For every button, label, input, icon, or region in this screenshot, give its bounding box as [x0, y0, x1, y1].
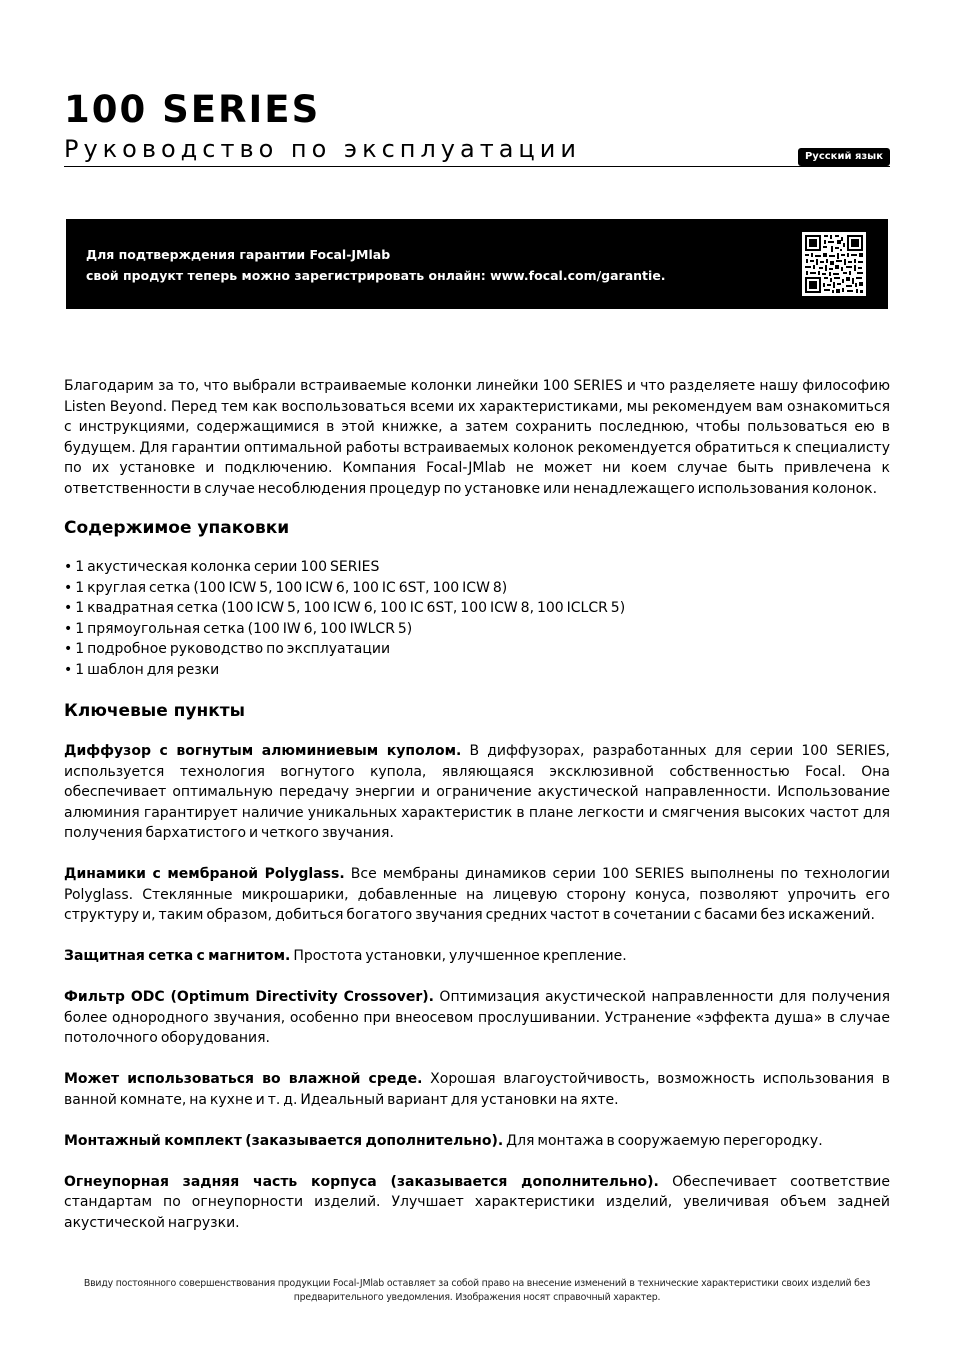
list-item: • 1 круглая сетка (100 ICW 5, 100 ICW 6, 100 IC 6ST, 100 ICW 8): [64, 579, 508, 596]
key-point-odc-filter: [64, 987, 890, 1049]
key-point-title: Динамики с мембраной Polyglass.: [64, 866, 345, 882]
key-point-magnetic-grille: [64, 946, 890, 967]
package-contents-heading: Содержимое упаковки: [64, 518, 290, 538]
qr-code-icon[interactable]: [802, 232, 866, 296]
list-item: • 1 шаблон для резки: [64, 661, 220, 678]
key-point-humid-environment: [64, 1069, 890, 1110]
list-item: • 1 прямоугольная сетка (100 IW 6, 100 IWLCR 5): [64, 620, 413, 637]
warranty-line-1: Для подтверждения гарантии Focal-JMlab: [86, 247, 391, 262]
key-point-mounting-kit: [64, 1131, 890, 1152]
key-point-concave-dome: [64, 741, 890, 844]
title-divider: [64, 166, 890, 167]
warranty-text: [86, 244, 666, 286]
main-content: [64, 376, 890, 1254]
key-point-title: Защитная сетка с магнитом.: [64, 948, 291, 964]
key-point-fire-rated-back: [64, 1172, 890, 1234]
key-point-text: Для монтажа в сооружаемую перегородку.: [503, 1132, 823, 1149]
key-point-title: Монтажный комплект (заказывается дополнительно).: [64, 1132, 504, 1149]
warranty-banner: [66, 219, 888, 309]
warranty-line-2: свой продукт теперь можно зарегистрировать онлайн: www.focal.com/garantie.: [86, 268, 666, 283]
language-badge: Русский язык: [798, 148, 890, 166]
document-title: 100 SERIES: [64, 88, 321, 131]
key-points-heading: Ключевые пункты: [64, 701, 245, 721]
intro-paragraph: Благодарим за то, что выбрали встраиваемые колонки линейки 100 SERIES и что разделяете нашу философию Listen Beyond. Перед тем как воспользоваться всеми их характеристиками, мы рекомендуем вам ознакомиться с инструкциями, содержащимися в этой книжке, а затем сохранить последнюю, чтобы пользоваться ею в будущем. Для гарантии оптимальной работы встраиваемых колонок рекомендуется обратиться к специалисту по их установке и подключению. Компания Focal-JMlab не может ни коем случае быть привлечена к ответственности в случае несоблюдения процедур по установке или ненадлежащего использования колонок.: [64, 378, 890, 497]
key-point-title: Диффузор с вогнутым алюминиевым куполом.: [64, 743, 462, 759]
key-point-text: Хорошая влагоустойчивость, возможность использования в ванной комнате, на кухне и т. д. Идеальный вариант для установки на яхте.: [64, 1071, 890, 1108]
key-point-text: В диффузорах, разработанных для серии 100 SERIES, используется технология вогнутого купола, являющаяся эксклюзивной собственностью Focal. Она обеспечивает оптимальную передачу энергии и ограничение акустической направленности. Использование алюминия гарантирует наличие уникальных характеристик в плане легкости и смягчения высоких частот для получения бархатистого и четкого звучания.: [64, 743, 890, 841]
list-item: • 1 акустическая колонка серии 100 SERIES: [64, 559, 380, 575]
key-point-text: Простота установки, улучшенное крепление.: [290, 948, 627, 964]
list-item: • 1 подробное руководство по эксплуатации: [64, 641, 391, 657]
qr-code-graphic: [802, 232, 866, 296]
key-point-title: Огнеупорная задняя часть корпуса (заказывается дополнительно).: [64, 1173, 659, 1190]
list-item: • 1 квадратная сетка (100 ICW 5, 100 ICW 6, 100 IC 6ST, 100 ICW 8, 100 ICLCR 5): [64, 600, 626, 616]
key-point-text: Оптимизация акустической направленности для получения более однородного звучания, особенно при внеосевом прослушивании. Устранение «эффекта душа» в случае потолочного оборудования.: [64, 989, 890, 1046]
footer-disclaimer: Ввиду постоянного совершенствования продукции Focal-JMlab оставляет за собой право на внесение изменений в технические характеристики своих изделий без предварительного уведомления. Изображения носят справочный характер.: [83, 1278, 871, 1303]
document-subtitle: Руководство по эксплуатации: [64, 135, 581, 163]
key-point-text: Все мембраны динамиков серии 100 SERIES выполнены по технологии Polyglass. Стеклянные микрошарики, добавленные на лицевую сторону конуса, позволяют упрочить его структуру и, таким образом, добиться богатого звучания средних частот в сочетании с басами без искажений.: [64, 866, 890, 923]
key-point-text: Обеспечивает соответствие стандартам по огнеупорности изделий. Улучшает характеристики изделий, увеличивая объем задней акустической нагрузки.: [64, 1173, 890, 1231]
package-contents-list: [64, 557, 890, 680]
key-point-title: Фильтр ODC (Optimum Directivity Crossover).: [64, 989, 434, 1005]
key-point-polyglass: [64, 864, 890, 926]
key-point-title: Может использоваться во влажной среде.: [64, 1071, 423, 1087]
